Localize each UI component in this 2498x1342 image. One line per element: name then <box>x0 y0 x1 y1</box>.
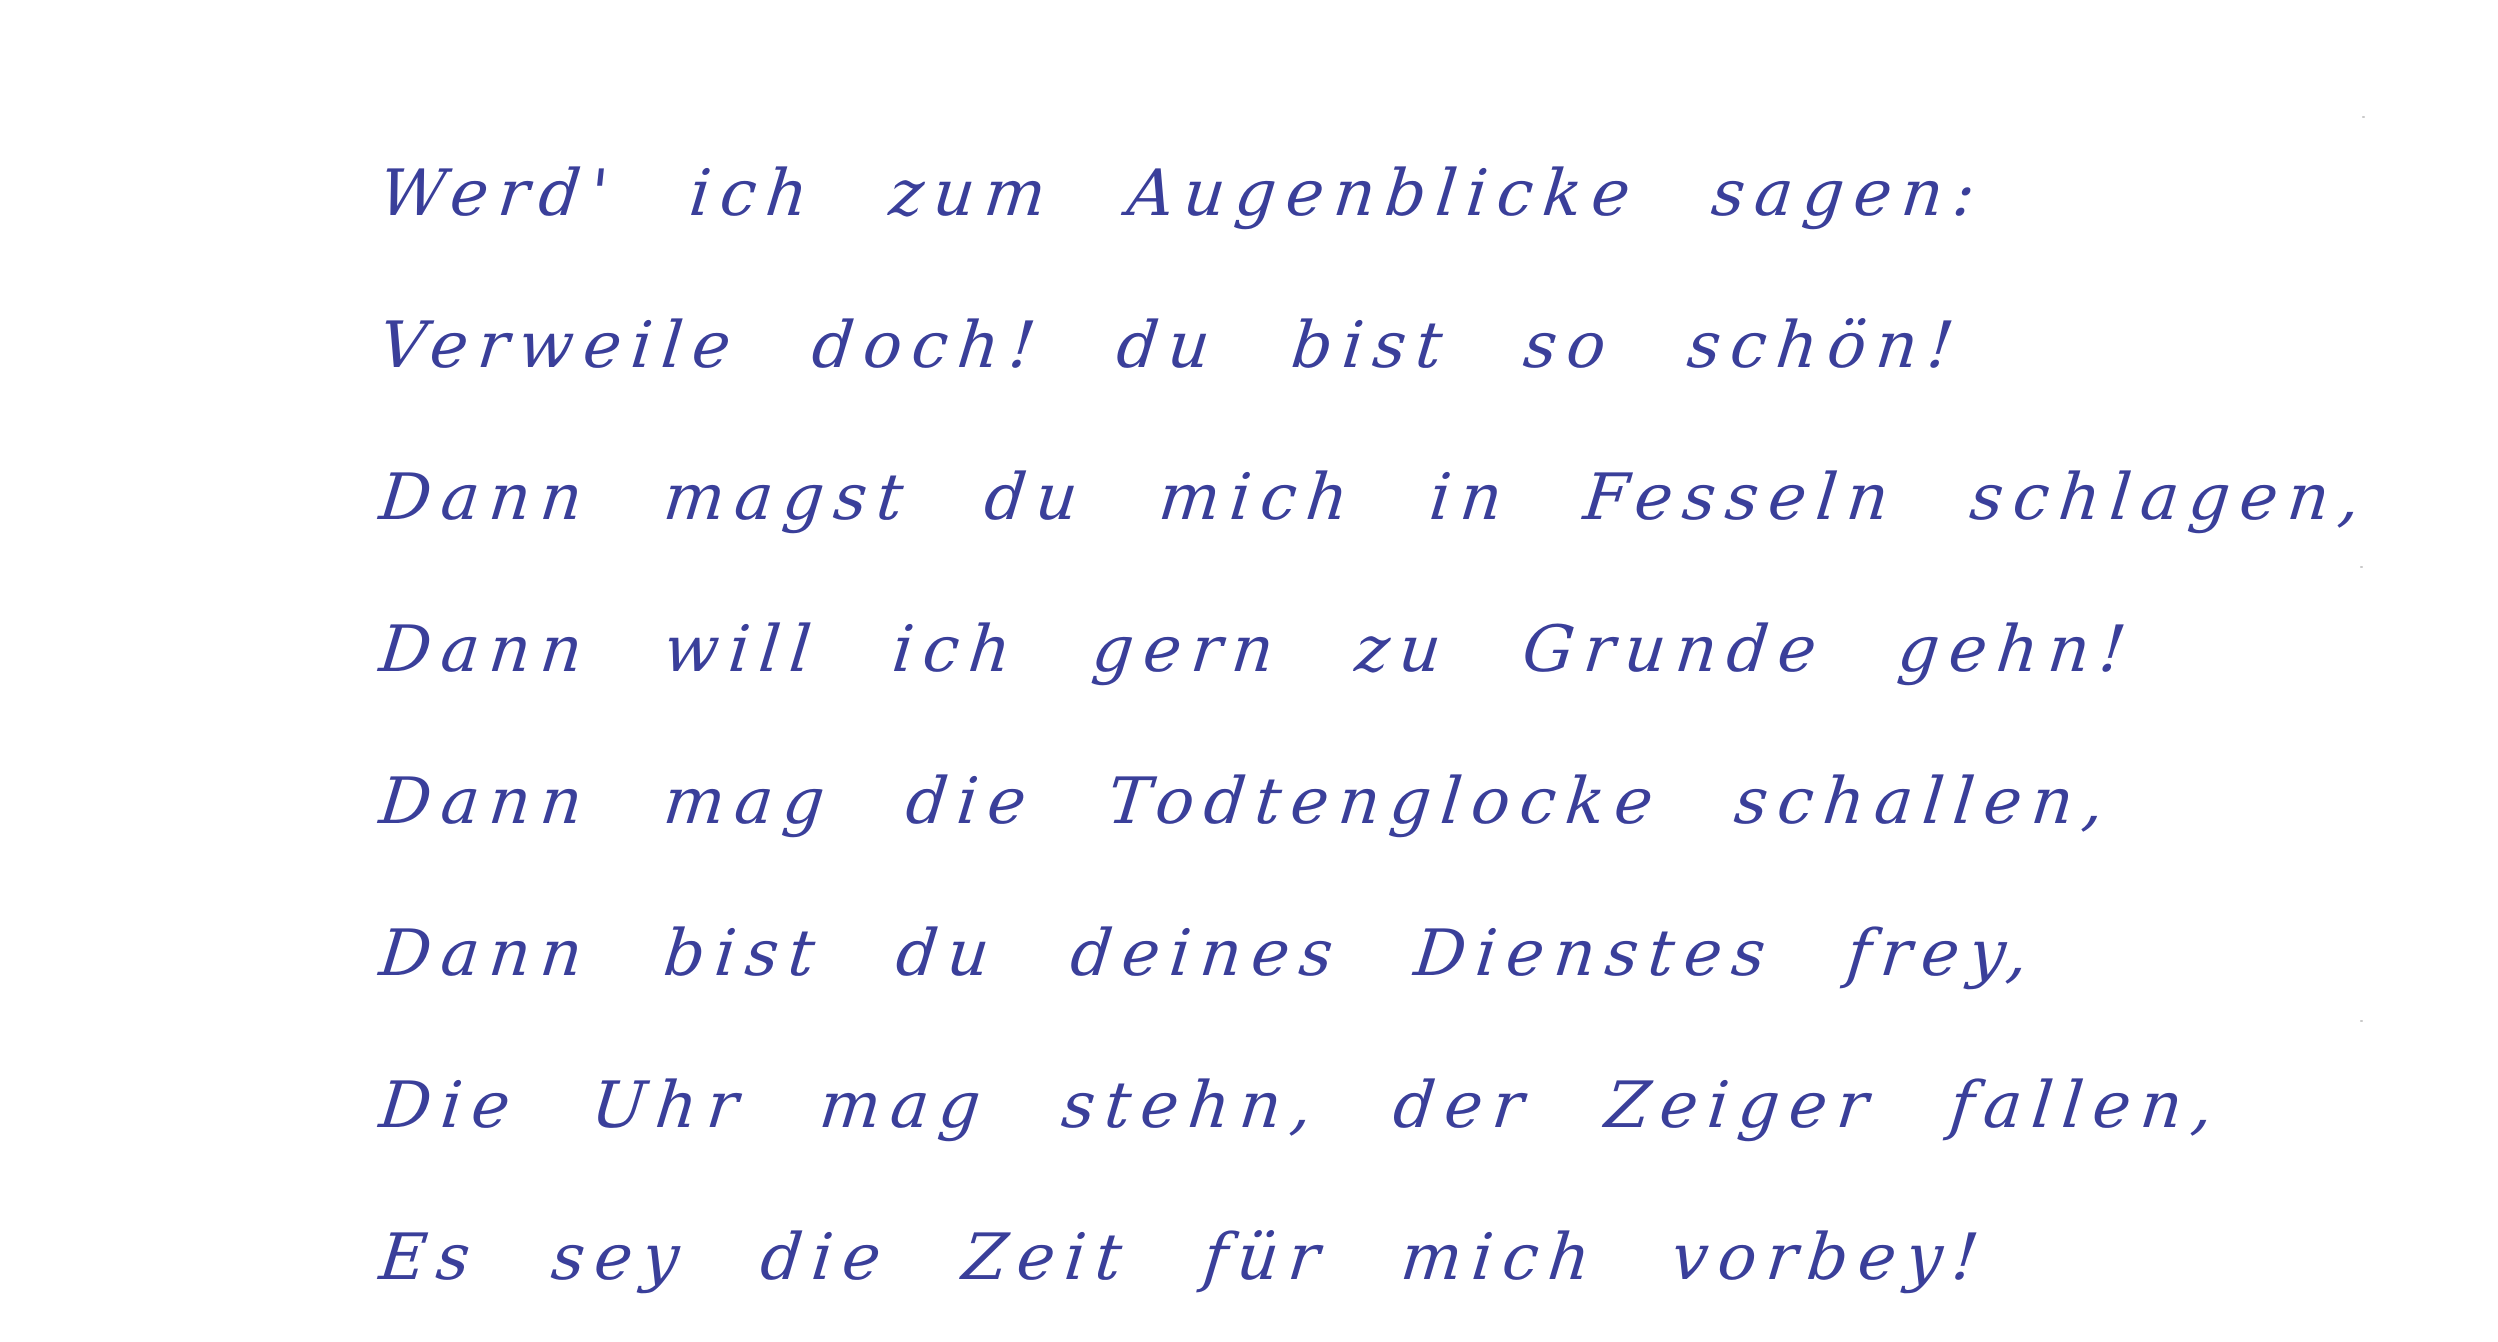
poem-line-7: Die Uhr mag stehn, der Zeiger fallen, <box>376 1069 2227 1143</box>
paper-speck <box>2362 116 2365 118</box>
poem-stanza <box>376 118 2374 1334</box>
paper-speck <box>2360 566 2363 568</box>
poem-line-8: Es sey die Zeit für mich vorbey! <box>376 1221 1992 1295</box>
poem-line-1: Werd' ich zum Augenblicke sagen: <box>376 157 1989 231</box>
paper-speck <box>2360 1020 2363 1022</box>
poem-line-3: Dann magst du mich in Fesseln schlagen, <box>376 461 2374 535</box>
poem-line-2: Verweile doch! du bist so schön! <box>376 309 1968 383</box>
poem-line-6: Dann bist du deines Dienstes frey, <box>376 917 2042 991</box>
poem-line-5: Dann mag die Todtenglocke schallen, <box>376 765 2118 839</box>
poem-line-4: Dann will ich gern zu Grunde gehn! <box>376 613 2140 687</box>
